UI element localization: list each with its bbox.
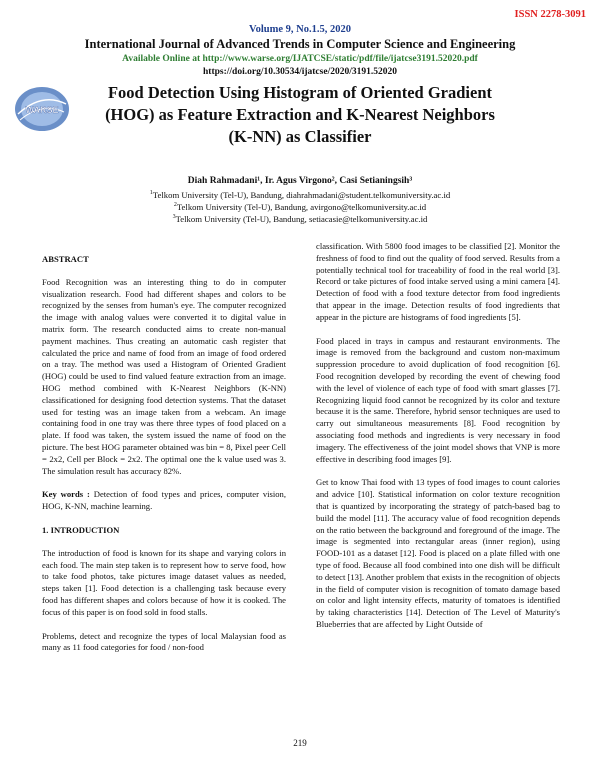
- paper-title: [82, 82, 518, 148]
- right-paragraph-3: Get to know Thai food with 13 types of food images to count calories and advice [10]. Statistical information on color texture recognition that is quantized by incorporating the strategy of patch-based bag to build the model [11]. The accuracy value of food recognition depends on the ratio between the background and foreground of the image. The image is segmented into rectangular areas (inner region), using FOOD-101 as a dataset [12]. Food is placed on a plate filled with one type of food. Because all food combined into one dish will be difficult to detect [13]. Another problem that exists in the recognition of objects in the field of computer vision is recognition of tomato damage based on color and light intensity effects, maturity of tomatoes is identified by taking characteristics [14]. Detection of The Level of Maturity's Blueberries that are affected by Light Outside of: [316, 477, 560, 629]
- issn-label: ISSN 2278-3091: [514, 9, 586, 20]
- journal-name: International Journal of Advanced Trends in Computer Science and Engineering: [84, 37, 516, 51]
- keywords: Key words : Detection of food types and prices, computer vision, HOG, K-NN, machine learning.: [42, 489, 286, 512]
- affiliation-1: $^1$Telkom University (Tel-U), Bandung, diahrahmadani@student.telkomuniversity.ac.id: [149, 190, 451, 200]
- volume-label: Volume 9, No.1.5, 2020: [249, 24, 351, 35]
- left-column: [42, 254, 286, 666]
- intro-paragraph-2: Problems, detect and recognize the types of local Malaysian food as many as 11 food categories for food / non-food: [42, 630, 286, 653]
- available-online-link[interactable]: Available Online at http://www.warse.org/IJATCSE/static/pdf/file/ijatcse3191.52020.pdf: [122, 54, 478, 64]
- logo-text: WARSE: [25, 105, 59, 115]
- right-paragraph-2: Food placed in trays in campus and restaurant environments. The image is removed from the background and custom non-maximum suppression procedure to avoid duplication of food recognition [6]. Food recognition developed by recording the event of chewing food with the level of violence of each type of food with smart glasses [7]. Recognizing liquid food cannot be recognized by its color and texture because it is the same. Therefore, hybrid sensor techniques are used to carry out simultaneous measurements [8]. Food recognition by associating food methods and ingredients is very necessary in food imagery. The effectiveness of the joint model shows that VNP is more effective in describing food images [9].: [316, 335, 560, 464]
- introduction-heading: 1. INTRODUCTION: [42, 524, 120, 535]
- page-number: 219: [293, 738, 307, 748]
- right-paragraph-1: classification. With 5800 food images to be classified [2]. Monitor the freshness of food to find out the quality of food served. Results from a potentially technical tool for traceability of food in the real world [3]. Record or take pictures of food intake served using a mini camera [4]. Detection of food with a food texture detector from food ingredients that appear in the image. Detection results of food ingredients that appear in the picture are histograms of food ingredients [5].: [316, 241, 560, 322]
- title-line-3: (K-NN) as Classifier: [228, 127, 372, 146]
- abstract-heading: ABSTRACT: [42, 254, 89, 264]
- affiliation-3: $^3$Telkom University (Tel-U), Bandung, setiacasie@telkomuniversity.ac.id: [172, 214, 428, 224]
- doi-link[interactable]: https://doi.org/10.30534/ijatcse/2020/3191.52020: [203, 67, 397, 77]
- author-list: Diah Rahmadani¹, Ir. Agus Virgono², Casi Setianingsih³: [187, 176, 413, 186]
- title-line-1: Food Detection Using Histogram of Oriented Gradient: [107, 83, 493, 102]
- title-line-2: (HOG) as Feature Extraction and K-Nearest Neighbors: [105, 105, 495, 124]
- right-column: [316, 241, 560, 643]
- affiliation-2: $^2$Telkom University (Tel-U), Bandung, avirgono@telkomuniversity.ac.id: [173, 202, 427, 212]
- warse-logo: [12, 84, 72, 134]
- abstract-text: Food Recognition was an interesting thing to do in computer visualization research. Food had different shapes and colors to be recognized by the senses from human's eye. The computer recognized the image with analog values were converted it to digital value in matrix form. The research conducted aims to create non-manual payment machines. Thus creating an automatic cash register that calculated the price and name of food from an image of food ordered on a tray. The method was used a Histogram of Oriented Gradient (HOG) could be used to find valued feature extraction from an image. HOG method combined with K-Nearest Neighbors (K-NN) classificationed for designing food detection systems. That the dataset used for testing was an image taken from a webcam. An image containing food in one tray was there three types of food placed on a plate. If food was taken, the system issued the name of food on the picture. The best HOG parameter obtained was bin = 8, Pixel peer Cell = 2x2, Cell per Block = 2x2. The optimal one the k value used was 3. The simulation result has accuracy 82%.: [42, 276, 286, 476]
- intro-paragraph-1: The introduction of food is known for its shape and varying colors in each food. The main step taken is to represent how to serve food, how to take food photos, take pictures image dataset values as needed, steps taken [1]. Food detection is a challenging task because every food has different shapes and colors because of how it is cooked. The focus of this paper is on food sold in food stalls.: [42, 547, 286, 617]
